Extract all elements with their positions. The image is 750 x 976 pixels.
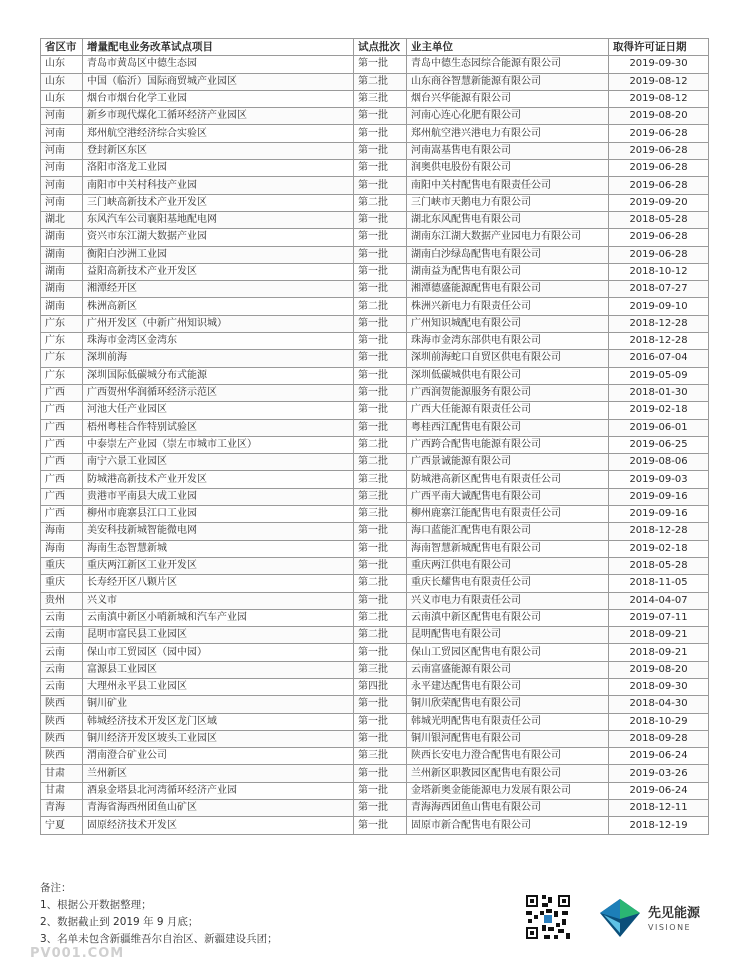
cell-owner: 云南滇中新区配售电有限公司 [407,609,609,626]
cell-batch: 第一批 [354,229,407,246]
header-province: 省区市 [41,39,83,56]
cell-project: 资兴市东江湖大数据产业园 [83,229,354,246]
table-row [41,557,709,574]
table-row [41,281,709,298]
cell-province: 甘肃 [41,765,83,782]
cell-owner: 兰州新区职教园区配售电有限公司 [407,765,609,782]
cell-owner: 广西润贺能源服务有限公司 [407,384,609,401]
cell-batch: 第一批 [354,177,407,194]
cell-license-date: 2018-05-28 [609,211,709,228]
table-row [41,73,709,90]
cell-license-date: 2019-09-16 [609,506,709,523]
cell-owner: 海口蓝能汇配售电有限公司 [407,523,609,540]
cell-project: 益阳高新技术产业开发区 [83,263,354,280]
cell-owner: 湖南益为配售电有限公司 [407,263,609,280]
cell-owner: 青岛中德生态园综合能源有限公司 [407,56,609,73]
table-row [41,246,709,263]
header-batch: 试点批次 [354,39,407,56]
cell-license-date: 2018-01-30 [609,384,709,401]
table-row [41,678,709,695]
cell-batch: 第一批 [354,350,407,367]
cell-province: 广西 [41,384,83,401]
cell-license-date: 2018-09-21 [609,627,709,644]
cell-province: 广东 [41,315,83,332]
cell-license-date: 2019-06-24 [609,748,709,765]
cell-owner: 深圳低碳城供电有限公司 [407,367,609,384]
cell-owner: 河南心连心化肥有限公司 [407,108,609,125]
cell-batch: 第一批 [354,592,407,609]
table-row [41,782,709,799]
cell-owner: 金塔新奥金能能源电力发展有限公司 [407,782,609,799]
cell-owner: 柳州鹿寨江能配售电有限责任公司 [407,506,609,523]
cell-batch: 第一批 [354,765,407,782]
note-item: 2、数据截止到 2019 年 9 月底； [40,916,199,928]
cell-license-date: 2019-08-12 [609,73,709,90]
table-row [41,177,709,194]
cell-project: 兴义市 [83,592,354,609]
table-row [41,609,709,626]
table-row [41,644,709,661]
cell-owner: 广西跨合配售电能源有限公司 [407,436,609,453]
table-row [41,817,709,834]
cell-province: 海南 [41,523,83,540]
cell-license-date: 2019-09-10 [609,298,709,315]
cell-license-date: 2019-06-01 [609,419,709,436]
cell-license-date: 2018-04-30 [609,696,709,713]
cell-province: 河南 [41,177,83,194]
cell-project: 昆明市富民县工业园区 [83,627,354,644]
table-row [41,298,709,315]
cell-owner: 南阳中关村配售电有限责任公司 [407,177,609,194]
cell-province: 湖北 [41,211,83,228]
cell-owner: 广西平南大诚配售电有限公司 [407,488,609,505]
cell-batch: 第一批 [354,696,407,713]
cell-batch: 第一批 [354,782,407,799]
table-body [41,56,709,834]
table-row [41,90,709,107]
cell-batch: 第一批 [354,160,407,177]
table-row [41,367,709,384]
cell-province: 湖南 [41,298,83,315]
cell-project: 中国（临沂）国际商贸城产业园区 [83,73,354,90]
table-row [41,627,709,644]
cell-province: 云南 [41,678,83,695]
cell-owner: 青海海西团鱼山售电有限公司 [407,800,609,817]
cell-license-date: 2019-09-20 [609,194,709,211]
cell-owner: 山东商谷智慧新能源有限公司 [407,73,609,90]
cell-province: 云南 [41,661,83,678]
cell-project: 柳州市鹿寨县江口工业园 [83,506,354,523]
cell-license-date: 2019-06-28 [609,160,709,177]
cell-license-date: 2018-07-27 [609,281,709,298]
cell-batch: 第一批 [354,800,407,817]
table-row [41,488,709,505]
cell-license-date: 2019-06-28 [609,177,709,194]
cell-province: 广西 [41,402,83,419]
cell-license-date: 2014-04-07 [609,592,709,609]
cell-owner: 湖南东江湖大数据产业园电力有限公司 [407,229,609,246]
cell-license-date: 2018-09-28 [609,730,709,747]
cell-project: 三门峡高新技术产业开发区 [83,194,354,211]
table-row [41,713,709,730]
cell-batch: 第二批 [354,454,407,471]
cell-project: 中泰崇左产业园（崇左市城市工业区） [83,436,354,453]
cell-project: 广西贺州华润循环经济示范区 [83,384,354,401]
cell-batch: 第二批 [354,194,407,211]
table-row [41,384,709,401]
table-row [41,229,709,246]
cell-owner: 铜川欣荣配售电有限公司 [407,696,609,713]
cell-batch: 第三批 [354,748,407,765]
table-row [41,765,709,782]
cell-license-date: 2018-12-28 [609,333,709,350]
cell-province: 广东 [41,333,83,350]
cell-owner: 河南嵩基售电有限公司 [407,142,609,159]
cell-province: 广西 [41,488,83,505]
cell-project: 梧州粤桂合作特别试验区 [83,419,354,436]
cell-province: 重庆 [41,575,83,592]
cell-province: 河南 [41,108,83,125]
notes-section [40,880,278,948]
cell-province: 重庆 [41,557,83,574]
table-row [41,402,709,419]
cell-license-date: 2019-08-20 [609,108,709,125]
cell-license-date: 2019-03-26 [609,765,709,782]
table-row [41,436,709,453]
cell-license-date: 2018-12-28 [609,523,709,540]
cell-license-date: 2019-08-06 [609,454,709,471]
cell-owner: 郑州航空港兴港电力有限公司 [407,125,609,142]
table-row [41,748,709,765]
table-row [41,471,709,488]
cell-project: 富源县工业园区 [83,661,354,678]
cell-owner: 株洲兴新电力有限责任公司 [407,298,609,315]
cell-province: 陕西 [41,730,83,747]
cell-project: 重庆两江新区工业开发区 [83,557,354,574]
cell-license-date: 2018-05-28 [609,557,709,574]
notes-title: 备注： [40,882,72,894]
cell-province: 湖南 [41,246,83,263]
cell-owner: 广西景诚能源有限公司 [407,454,609,471]
cell-batch: 第三批 [354,661,407,678]
cell-batch: 第一批 [354,523,407,540]
cell-license-date: 2016-07-04 [609,350,709,367]
cell-province: 广西 [41,471,83,488]
table-row [41,350,709,367]
cell-project: 登封新区东区 [83,142,354,159]
cell-owner: 防城港高新区配售电有限责任公司 [407,471,609,488]
cell-project: 广州开发区（中新广州知识城） [83,315,354,332]
cell-owner: 广州知识城配电有限公司 [407,315,609,332]
cell-province: 河南 [41,194,83,211]
cell-batch: 第二批 [354,609,407,626]
header-owner: 业主单位 [407,39,609,56]
table-row [41,540,709,557]
table-row [41,125,709,142]
cell-license-date: 2019-09-03 [609,471,709,488]
cell-project: 渭南澄合矿业公司 [83,748,354,765]
cell-license-date: 2018-12-11 [609,800,709,817]
cell-province: 陕西 [41,696,83,713]
table-row [41,696,709,713]
cell-license-date: 2019-06-28 [609,246,709,263]
cell-batch: 第一批 [354,333,407,350]
cell-project: 铜川矿业 [83,696,354,713]
cell-batch: 第四批 [354,678,407,695]
cell-owner: 湖北东风配售电有限公司 [407,211,609,228]
cell-batch: 第一批 [354,384,407,401]
note-item: 3、名单未包含新疆维吾尔自治区、新疆建设兵团； [40,933,278,945]
cell-province: 陕西 [41,713,83,730]
header-project: 增量配电业务改革试点项目 [83,39,354,56]
table-row [41,56,709,73]
cell-license-date: 2019-09-30 [609,56,709,73]
cell-batch: 第三批 [354,90,407,107]
cell-province: 山东 [41,73,83,90]
cell-project: 株洲高新区 [83,298,354,315]
cell-license-date: 2019-02-18 [609,402,709,419]
cell-project: 固原经济技术开发区 [83,817,354,834]
table-row [41,661,709,678]
cell-batch: 第一批 [354,211,407,228]
cell-province: 广西 [41,436,83,453]
cell-license-date: 2019-06-28 [609,229,709,246]
cell-batch: 第一批 [354,108,407,125]
cell-owner: 湖南白沙绿岛配售电有限公司 [407,246,609,263]
cell-license-date: 2019-06-25 [609,436,709,453]
cell-owner: 陕西长安电力澄合配售电有限公司 [407,748,609,765]
table-row [41,211,709,228]
cell-project: 南阳市中关村科技产业园 [83,177,354,194]
cell-license-date: 2019-06-28 [609,142,709,159]
cell-province: 青海 [41,800,83,817]
cell-batch: 第一批 [354,315,407,332]
cell-batch: 第二批 [354,627,407,644]
cell-province: 广东 [41,350,83,367]
cell-project: 南宁六景工业园区 [83,454,354,471]
cell-license-date: 2018-10-12 [609,263,709,280]
cell-owner: 深圳前海蛇口自贸区供电有限公司 [407,350,609,367]
cell-province: 云南 [41,609,83,626]
cell-project: 云南滇中新区小哨新城和汽车产业园 [83,609,354,626]
cell-batch: 第二批 [354,436,407,453]
cell-province: 甘肃 [41,782,83,799]
watermark: PV001.COM [30,946,125,961]
license-table [40,38,709,835]
note-item: 1、根据公开数据整理； [40,899,152,911]
cell-batch: 第一批 [354,402,407,419]
cell-province: 广西 [41,419,83,436]
cell-owner: 云南富盛能源有限公司 [407,661,609,678]
table-row [41,575,709,592]
table-row [41,315,709,332]
cell-province: 山东 [41,56,83,73]
license-table-container [40,38,708,835]
cell-license-date: 2019-02-18 [609,540,709,557]
cell-batch: 第一批 [354,125,407,142]
cell-project: 郑州航空港经济综合实验区 [83,125,354,142]
cell-owner: 永平建达配售电有限公司 [407,678,609,695]
cell-batch: 第一批 [354,367,407,384]
cell-batch: 第一批 [354,713,407,730]
cell-license-date: 2019-07-11 [609,609,709,626]
cell-province: 河南 [41,160,83,177]
cell-license-date: 2019-09-16 [609,488,709,505]
table-row [41,454,709,471]
cell-project: 美安科技新城智能微电网 [83,523,354,540]
cell-batch: 第一批 [354,557,407,574]
cell-owner: 重庆两江供电有限公司 [407,557,609,574]
cell-batch: 第三批 [354,471,407,488]
qr-code-icon [524,893,572,941]
cell-province: 广西 [41,506,83,523]
cell-batch: 第一批 [354,644,407,661]
cell-batch: 第一批 [354,142,407,159]
cell-project: 防城港高新技术产业开发区 [83,471,354,488]
cell-owner: 珠海市金湾东部供电有限公司 [407,333,609,350]
cell-batch: 第一批 [354,246,407,263]
cell-owner: 湘潭德盛能源配售电有限公司 [407,281,609,298]
cell-batch: 第二批 [354,73,407,90]
cell-province: 湖南 [41,281,83,298]
cell-owner: 保山工贸园区配售电有限公司 [407,644,609,661]
table-row [41,160,709,177]
cell-project: 东风汽车公司襄阳基地配电网 [83,211,354,228]
cell-project: 酒泉金塔县北河湾循环经济产业园 [83,782,354,799]
cell-batch: 第一批 [354,281,407,298]
cell-batch: 第二批 [354,575,407,592]
cell-province: 河南 [41,125,83,142]
cell-project: 洛阳市洛龙工业园 [83,160,354,177]
cell-province: 湖南 [41,229,83,246]
cell-project: 青海省海西州团鱼山矿区 [83,800,354,817]
cell-owner: 昆明配售电有限公司 [407,627,609,644]
cell-license-date: 2018-09-21 [609,644,709,661]
cell-owner: 润奥供电股份有限公司 [407,160,609,177]
cell-batch: 第一批 [354,817,407,834]
cell-province: 云南 [41,627,83,644]
cell-project: 铜川经济开发区坡头工业园区 [83,730,354,747]
table-row [41,419,709,436]
cell-batch: 第一批 [354,263,407,280]
table-row [41,506,709,523]
cell-batch: 第一批 [354,56,407,73]
header-license-date: 取得许可证日期 [609,39,709,56]
table-header-row [41,39,709,56]
brand-name: 先见能源 [648,906,701,921]
cell-batch: 第三批 [354,506,407,523]
cell-province: 陕西 [41,748,83,765]
cell-project: 贵港市平南县大成工业园 [83,488,354,505]
table-row [41,263,709,280]
table-row [41,523,709,540]
cell-license-date: 2019-06-24 [609,782,709,799]
cell-province: 广东 [41,367,83,384]
cell-license-date: 2018-12-19 [609,817,709,834]
cell-project: 青岛市黄岛区中德生态园 [83,56,354,73]
cell-project: 兰州新区 [83,765,354,782]
table-row [41,333,709,350]
cell-project: 深圳国际低碳城分布式能源 [83,367,354,384]
cell-province: 广西 [41,454,83,471]
cell-license-date: 2019-06-28 [609,125,709,142]
cell-province: 海南 [41,540,83,557]
cell-province: 宁夏 [41,817,83,834]
cell-license-date: 2018-10-29 [609,713,709,730]
cell-owner: 烟台兴华能源有限公司 [407,90,609,107]
cell-license-date: 2019-08-12 [609,90,709,107]
cell-license-date: 2018-12-28 [609,315,709,332]
table-row [41,800,709,817]
cell-project: 新乡市现代煤化工循环经济产业园区 [83,108,354,125]
cell-owner: 韩城光明配售电有限责任公司 [407,713,609,730]
cell-batch: 第三批 [354,488,407,505]
cell-license-date: 2018-11-05 [609,575,709,592]
cell-license-date: 2019-05-09 [609,367,709,384]
cell-province: 湖南 [41,263,83,280]
cell-project: 衡阳白沙洲工业园 [83,246,354,263]
table-row [41,592,709,609]
cell-batch: 第一批 [354,730,407,747]
cell-province: 山东 [41,90,83,107]
table-row [41,142,709,159]
cell-batch: 第二批 [354,298,407,315]
cell-province: 河南 [41,142,83,159]
cell-project: 韩城经济技术开发区龙门区域 [83,713,354,730]
cell-province: 云南 [41,644,83,661]
cell-province: 贵州 [41,592,83,609]
cell-license-date: 2019-08-20 [609,661,709,678]
cell-project: 长寿经开区八颗片区 [83,575,354,592]
cell-project: 河池大任产业园区 [83,402,354,419]
cell-owner: 铜川银河配售电有限公司 [407,730,609,747]
cell-owner: 粤桂西江配售电有限公司 [407,419,609,436]
cell-owner: 广西大任能源有限责任公司 [407,402,609,419]
cell-project: 烟台市烟台化学工业园 [83,90,354,107]
cell-owner: 兴义市电力有限责任公司 [407,592,609,609]
cell-project: 保山市工贸园区（园中园） [83,644,354,661]
cell-project: 湘潭经开区 [83,281,354,298]
cell-project: 珠海市金湾区金湾东 [83,333,354,350]
cell-project: 海南生态智慧新城 [83,540,354,557]
cell-project: 大理州永平县工业园区 [83,678,354,695]
cell-license-date: 2018-09-30 [609,678,709,695]
table-row [41,194,709,211]
cell-batch: 第一批 [354,419,407,436]
cell-owner: 三门峡市天鹅电力有限公司 [407,194,609,211]
cell-batch: 第一批 [354,540,407,557]
cell-project: 深圳前海 [83,350,354,367]
table-row [41,730,709,747]
table-row [41,108,709,125]
cell-owner: 海南智慧新城配售电有限公司 [407,540,609,557]
cell-owner: 重庆长耀售电有限责任公司 [407,575,609,592]
brand-subtitle: VISIONE [648,923,692,932]
cell-owner: 固原市新合配售电有限公司 [407,817,609,834]
